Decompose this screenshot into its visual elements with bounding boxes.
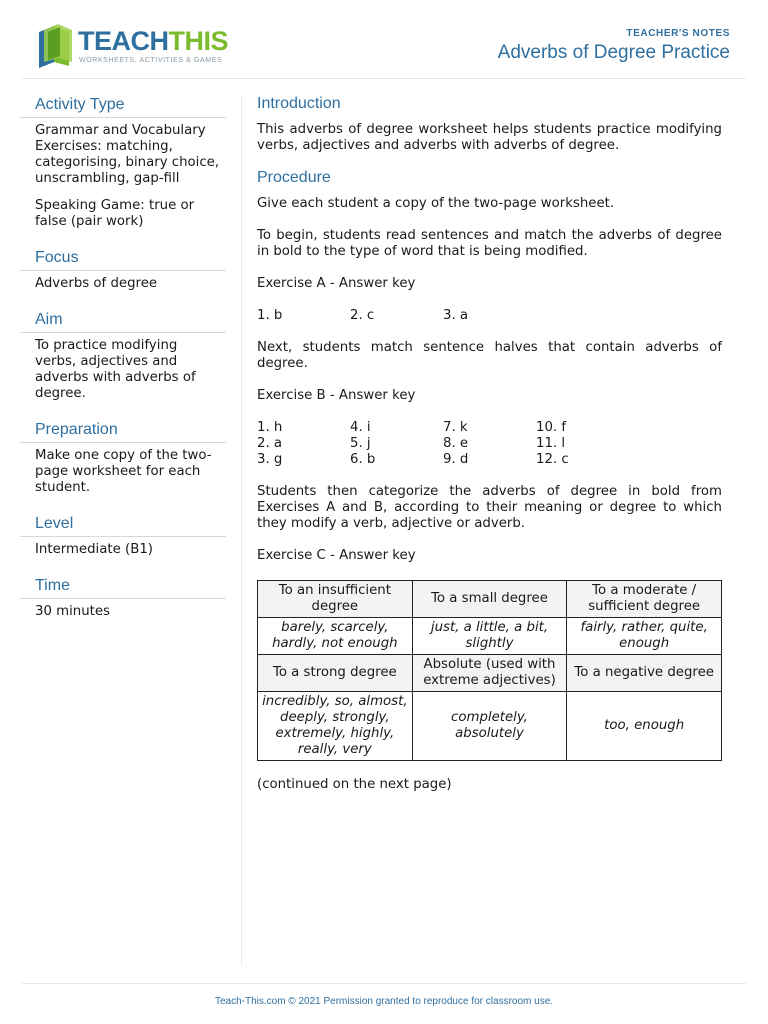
table-header-cell: To a moderate / sufficient degree	[567, 581, 722, 618]
answer-key-row	[257, 436, 722, 452]
table-cell: fairly, rather, quite, enough	[567, 618, 722, 655]
column-divider	[241, 96, 242, 966]
logo-tagline: WORKSHEETS, ACTIVITIES & GAMES	[79, 57, 223, 64]
exercise-c-answer-table	[257, 580, 722, 761]
main-content	[257, 96, 722, 809]
procedure-paragraph-1: Give each student a copy of the two-page worksheet.	[257, 196, 615, 211]
header-title-block	[498, 28, 730, 64]
answer-item: 3. g	[257, 452, 283, 467]
preparation-text: Make one copy of the two-page worksheet for each student.	[35, 448, 212, 495]
answer-key-row	[257, 452, 722, 468]
activity-type-line-2: Speaking Game: true or false (pair work)	[35, 198, 195, 229]
introduction-text: This adverbs of degree worksheet helps students practice modifying verbs, adjectives and adverbs with adverbs of degree.	[257, 122, 722, 153]
answer-item: 10. f	[536, 420, 567, 435]
answer-item: 2. c	[350, 308, 375, 323]
answer-item: 11. l	[536, 436, 566, 451]
answer-item: 7. k	[443, 420, 468, 435]
teach-this-logo	[36, 22, 236, 70]
level-section	[20, 515, 226, 558]
page-footer	[22, 983, 746, 1007]
table-header-cell: To a negative degree	[567, 655, 722, 692]
procedure-heading: Procedure	[257, 169, 331, 186]
table-header-cell: To a small degree	[412, 581, 567, 618]
answer-item: 5. j	[350, 436, 371, 451]
logo-wordmark: TEACHTHIS	[78, 26, 229, 56]
aim-heading: Aim	[20, 311, 226, 333]
table-header-cell: Absolute (used with extreme adjectives)	[412, 655, 567, 692]
time-text: 30 minutes	[35, 604, 110, 619]
introduction-heading: Introduction	[257, 95, 341, 112]
answer-item: 1. b	[257, 308, 283, 323]
table-header-row	[258, 581, 722, 618]
table-header-cell: To a strong degree	[258, 655, 413, 692]
preparation-heading: Preparation	[20, 421, 226, 443]
answer-item: 1. h	[257, 420, 283, 435]
continued-note: (continued on the next page)	[257, 777, 452, 792]
activity-type-section	[20, 96, 226, 230]
answer-item: 9. d	[443, 452, 469, 467]
header-kicker: TEACHER'S NOTES	[626, 28, 730, 39]
focus-heading: Focus	[20, 249, 226, 271]
focus-section	[20, 249, 226, 292]
book-logo-icon	[36, 22, 76, 68]
answer-item: 8. e	[443, 436, 469, 451]
procedure-paragraph-4: Students then categorize the adverbs of degree in bold from Exercises A and B, according to their meaning or degree to which they modify a verb, adjective or adverb.	[257, 484, 722, 531]
exercise-a-label: Exercise A - Answer key	[257, 276, 416, 291]
procedure-paragraph-2: To begin, students read sentences and match the adverbs of degree in bold to the type of word that is being modified.	[257, 228, 722, 259]
sidebar	[20, 96, 226, 639]
answer-item: 3. a	[443, 308, 469, 323]
aim-text: To practice modifying verbs, adjectives and adverbs with adverbs of degree.	[35, 338, 196, 401]
answer-item: 12. c	[536, 452, 569, 467]
table-header-cell: To an insufficient degree	[258, 581, 413, 618]
table-row	[258, 618, 722, 655]
table-cell: barely, scarcely, hardly, not enough	[258, 618, 413, 655]
table-cell: just, a little, a bit, slightly	[412, 618, 567, 655]
activity-type-heading: Activity Type	[20, 96, 226, 118]
level-heading: Level	[20, 515, 226, 537]
page-title: Adverbs of Degree Practice	[497, 42, 730, 63]
exercise-a-answer-key	[257, 308, 722, 324]
table-cell: completely, absolutely	[412, 692, 567, 761]
activity-type-line-1: Grammar and Vocabulary Exercises: matching, categorising, binary choice, unscrambling, gap-fill	[35, 123, 220, 186]
level-text: Intermediate (B1)	[35, 542, 153, 557]
exercise-b-label: Exercise B - Answer key	[257, 388, 416, 403]
page-header	[22, 0, 746, 79]
time-heading: Time	[20, 577, 226, 599]
answer-item: 6. b	[350, 452, 376, 467]
focus-text: Adverbs of degree	[35, 276, 158, 291]
procedure-paragraph-3: Next, students match sentence halves that contain adverbs of degree.	[257, 340, 722, 371]
exercise-c-label: Exercise C - Answer key	[257, 548, 416, 563]
table-row	[258, 692, 722, 761]
answer-item: 2. a	[257, 436, 283, 451]
table-cell: too, enough	[567, 692, 722, 761]
footer-copyright: Teach-This.com © 2021 Permission granted to reproduce for classroom use.	[214, 996, 554, 1007]
preparation-section	[20, 421, 226, 496]
answer-item: 4. i	[350, 420, 371, 435]
answer-key-row	[257, 420, 722, 436]
time-section	[20, 577, 226, 620]
answer-key-row	[257, 308, 722, 324]
aim-section	[20, 311, 226, 402]
table-header-row	[258, 655, 722, 692]
table-cell: incredibly, so, almost, deeply, strongly, extremely, highly, really, very	[258, 692, 413, 761]
exercise-b-answer-key	[257, 420, 722, 468]
